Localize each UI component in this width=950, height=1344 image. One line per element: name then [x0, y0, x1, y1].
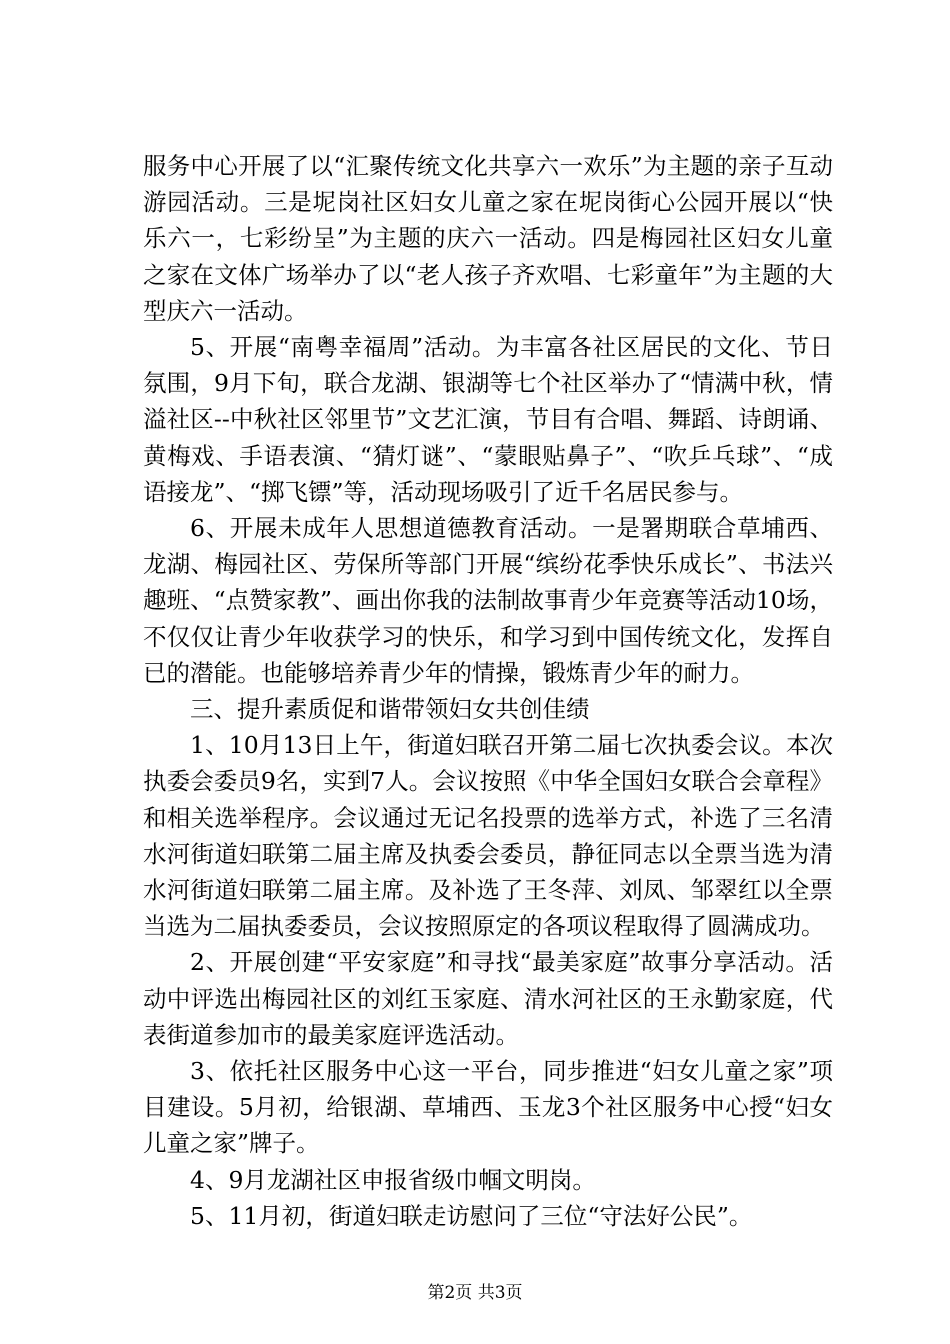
paragraph-item-2: 2、开展创建“平安家庭”和寻找“最美家庭”故事分享活动。活动中评选出梅园社区的刘红玉家庭、清水河社区的王永勤家庭，代表街道参加市的最美家庭评选活动。	[143, 948, 833, 1049]
paragraph-item-4: 4、9月龙湖社区申报省级巾帼文明岗。	[190, 1165, 596, 1194]
page-footer: 第2页 共3页	[427, 1283, 523, 1303]
paragraph-continued: 服务中心开展了以“汇聚传统文化共享六一欢乐”为主题的亲子互动游园活动。三是坭岗社区妇女儿童之家在坭岗街心公园开展以“快乐六一，七彩纷呈”为主题的庆六一活动。四是梅园社区妇女儿童之家在文体广场举办了以“老人孩子齐欢唱、七彩童年”为主题的大型庆六一活动。	[143, 152, 833, 325]
document-body	[143, 148, 833, 1234]
paragraph-item-5: 5、开展“南粤幸福周”活动。为丰富各社区居民的文化、节日氛围，9月下旬，联合龙湖、银湖等七个社区举办了“情满中秋，情溢社区--中秋社区邻里节”文艺汇演，节目有合唱、舞蹈、诗朗诵、黄梅戏、手语表演、“猜灯谜”、“蒙眼贴鼻子”、“吹乒乓球”、“成语接龙”、“掷飞镖”等，活动现场吸引了近千名居民参与。	[143, 333, 833, 506]
paragraph-item-5b: 5、11月初，街道妇联走访慰问了三位“守法好公民”。	[190, 1201, 753, 1230]
section-heading: 三、提升素质促和谐带领妇女共创佳绩	[190, 695, 590, 724]
paragraph-item-1: 1、10月13日上午，街道妇联召开第二届七次执委会议。本次执委会委员9名，实到7人。会议按照《中华全国妇女联合会章程》和相关选举程序。会议通过无记名投票的选举方式，补选了三名清水河街道妇联第二届主席及执委会委员，静征同志以全票当选为清水河街道妇联第二届主席。及补选了王冬萍、刘凤、邹翠红以全票当选为二届执委委员，会议按照原定的各项议程取得了圆满成功。	[143, 731, 833, 941]
paragraph-item-3: 3、依托社区服务中心这一平台，同步推进“妇女儿童之家”项目建设。5月初，给银湖、草埔西、玉龙3个社区服务中心授“妇女儿童之家”牌子。	[143, 1057, 833, 1158]
paragraph-item-6: 6、开展未成年人思想道德教育活动。一是署期联合草埔西、龙湖、梅园社区、劳保所等部门开展“缤纷花季快乐成长”、书法兴趣班、“点赞家教”、画出你我的法制故事青少年竞赛等活动10场，不仅仅让青少年收获学习的快乐，和学习到中国传统文化，发挥自已的潜能。也能够培养青少年的情操，锻炼青少年的耐力。	[143, 514, 833, 687]
